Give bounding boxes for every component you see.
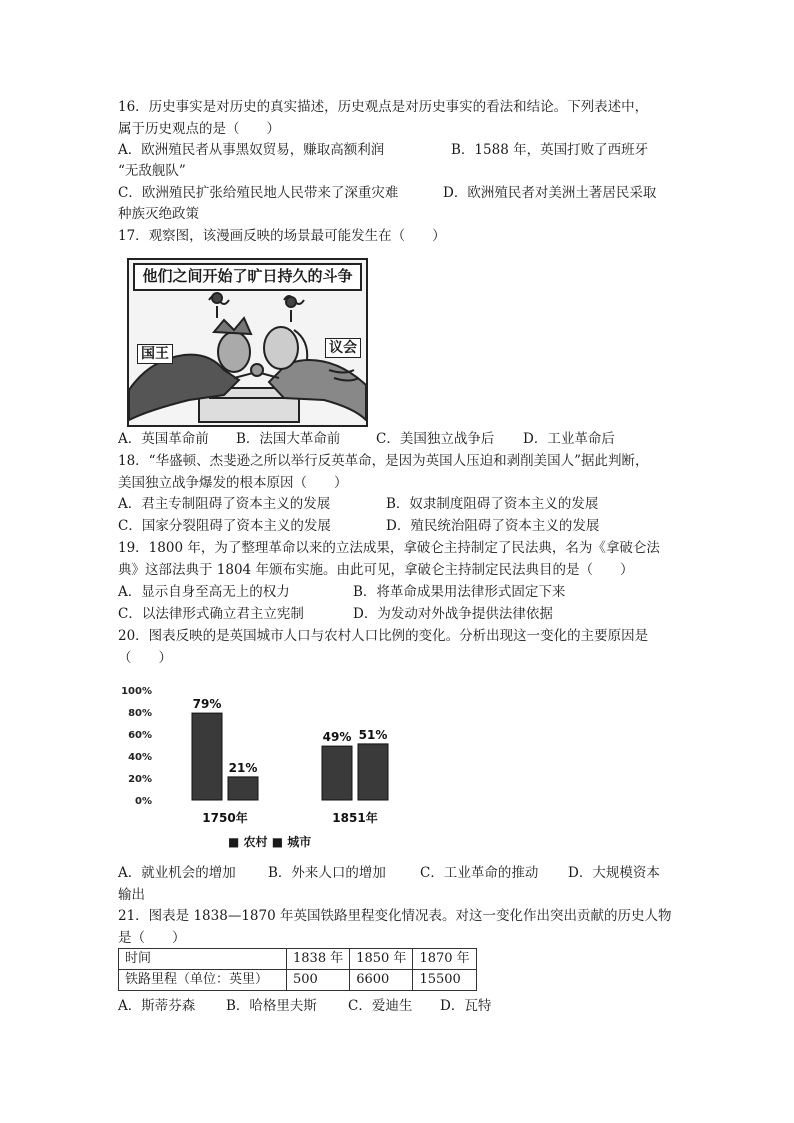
bar-农村 [322, 746, 352, 800]
q16-stem-line1: 16．历史事实是对历史的真实描述，历史观点是对历史事实的看法和结论。下列表述中， [118, 99, 649, 115]
table-row [119, 949, 477, 970]
q18-option-a: A．君主专制阻碍了资本主义的发展 [118, 496, 331, 512]
q17-option-d: D．工业革命后 [523, 431, 615, 447]
q18-option-c: C．国家分裂阻碍了资本主义的发展 [118, 518, 331, 534]
q20-option-b: B．外来人口的增加 [268, 865, 386, 881]
q19-option-c: C．以法律形式确立君主立宪制 [118, 606, 304, 622]
q16-stem-line2: 属于历史观点的是（ ） [118, 120, 280, 137]
q18-stem-line1: 18．“华盛顿、杰斐逊之所以举行反英革命，是因为英国人压迫和剥削美国人”据此判断， [118, 453, 649, 469]
q16-options-row2 [118, 183, 678, 205]
question-17-stem: 17．观察图，该漫画反映的场景最可能发生在（ ） [118, 228, 446, 244]
q20-stem-line1: 20．图表反映的是英国城市人口与农村人口比例的变化。分析出现这一变化的主要原因是 [118, 628, 649, 644]
chart-svg [118, 678, 418, 853]
population-bar-chart [118, 678, 418, 853]
x-tick-label: 1851年 [332, 811, 378, 825]
q17-option-b: B．法国大革命前 [236, 431, 341, 447]
table-header-cell: 时间 [119, 949, 287, 970]
question-19-stem [118, 538, 678, 581]
y-tick-label: 40% [128, 752, 152, 763]
q20-option-d: D．大规模资本 [568, 865, 660, 881]
bar-城市 [228, 777, 258, 800]
question-21-stem [118, 906, 678, 949]
q19-option-d: D．为发动对外战争提供法律依据 [353, 606, 553, 622]
q18-options-row2 [118, 516, 678, 538]
table-header-cell: 1838 年 [287, 949, 350, 970]
bar-城市 [358, 744, 388, 800]
q20-options [118, 863, 678, 885]
q21-stem-line1: 21．图表是 1838—1870 年英国铁路里程变化情况表。对这一变化作出突出贡献的历史人物 [118, 908, 672, 924]
data-label: 51% [358, 727, 388, 742]
q21-option-d: D．瓦特 [440, 998, 492, 1014]
bar-农村 [192, 713, 222, 800]
y-tick-label: 60% [128, 730, 152, 741]
data-label: 49% [322, 730, 352, 745]
q20-option-a: A．就业机会的增加 [118, 865, 236, 881]
q18-option-b: B．奴隶制度阻碍了资本主义的发展 [386, 496, 599, 512]
q20-option-c: C．工业革命的推动 [420, 865, 539, 881]
table-cell: 500 [287, 970, 350, 991]
q16-option-b-cont: “无敌舰队” [118, 163, 186, 179]
cartoon-label-king: 国王 [137, 344, 173, 364]
chart-legend: ■ 农村 ■ 城市 [228, 835, 312, 849]
q16-option-c: C．欧洲殖民扩张给殖民地人民带来了深重灾难 [118, 185, 399, 201]
q19-stem-line1: 19．1800 年，为了整理革命以来的立法成果，拿破仑主持制定了民法典，名为《拿破仑法 [118, 540, 660, 556]
q16-option-d: D．欧洲殖民者对美洲土著居民采取 [443, 185, 657, 201]
q16-options-row1 [118, 140, 678, 162]
q17-option-c: C．美国独立战争后 [376, 431, 495, 447]
q19-options-row2 [118, 604, 678, 626]
q21-option-a: A．斯蒂芬森 [118, 998, 196, 1014]
q21-options [118, 996, 678, 1018]
q21-option-c: C．爱迪生 [348, 998, 413, 1014]
q16-option-b: B．1588 年，英国打败了西班牙 [451, 142, 649, 158]
table-cell: 15500 [413, 970, 476, 991]
cartoon-label-parliament: 议会 [325, 338, 361, 358]
q21-option-b: B．哈格里夫斯 [226, 998, 317, 1014]
q21-stem-line2: 是（ ） [118, 929, 186, 946]
q20-stem-line2: （ ） [118, 649, 172, 666]
q19-stem-line2: 典》这部法典于 1804 年颁布实施。由此可见，拿破仑主持制定民法典目的是（ ） [118, 561, 634, 578]
data-label: 79% [192, 697, 222, 712]
y-tick-label: 0% [135, 796, 152, 807]
table-header-cell: 1850 年 [350, 949, 413, 970]
q16-option-a: A．欧洲殖民者从事黑奴贸易，赚取高额利润 [118, 142, 385, 158]
q18-option-d: D．殖民统治阻碍了资本主义的发展 [386, 518, 600, 534]
q16-option-d-cont: 种族灭绝政策 [118, 206, 199, 222]
q19-option-b: B．将革命成果用法律形式固定下来 [353, 584, 566, 600]
question-18-stem [118, 451, 678, 494]
y-tick-label: 20% [128, 774, 152, 785]
railway-mileage-table [118, 948, 477, 991]
q18-stem-line2: 美国独立战争爆发的根本原因（ ） [118, 474, 348, 491]
data-label: 21% [228, 760, 258, 775]
y-tick-label: 100% [121, 686, 152, 697]
q20-option-d-cont: 输出 [118, 887, 145, 903]
table-header-cell: 1870 年 [413, 949, 476, 970]
q19-option-a: A．显示自身至高无上的权力 [118, 584, 290, 600]
q18-options-row1 [118, 494, 678, 516]
cartoon-image [127, 258, 368, 427]
table-cell: 铁路里程（单位：英里） [119, 970, 287, 991]
q19-options-row1 [118, 582, 678, 604]
question-16-stem [118, 97, 678, 140]
q17-options [118, 429, 678, 451]
q17-option-a: A．英国革命前 [118, 431, 209, 447]
x-tick-label: 1750年 [202, 811, 248, 825]
table-cell: 6600 [350, 970, 413, 991]
y-tick-label: 80% [128, 708, 152, 719]
question-20-stem [118, 626, 678, 669]
cartoon-banner: 他们之间开始了旷日持久的斗争 [133, 263, 362, 291]
table-row [119, 970, 477, 991]
